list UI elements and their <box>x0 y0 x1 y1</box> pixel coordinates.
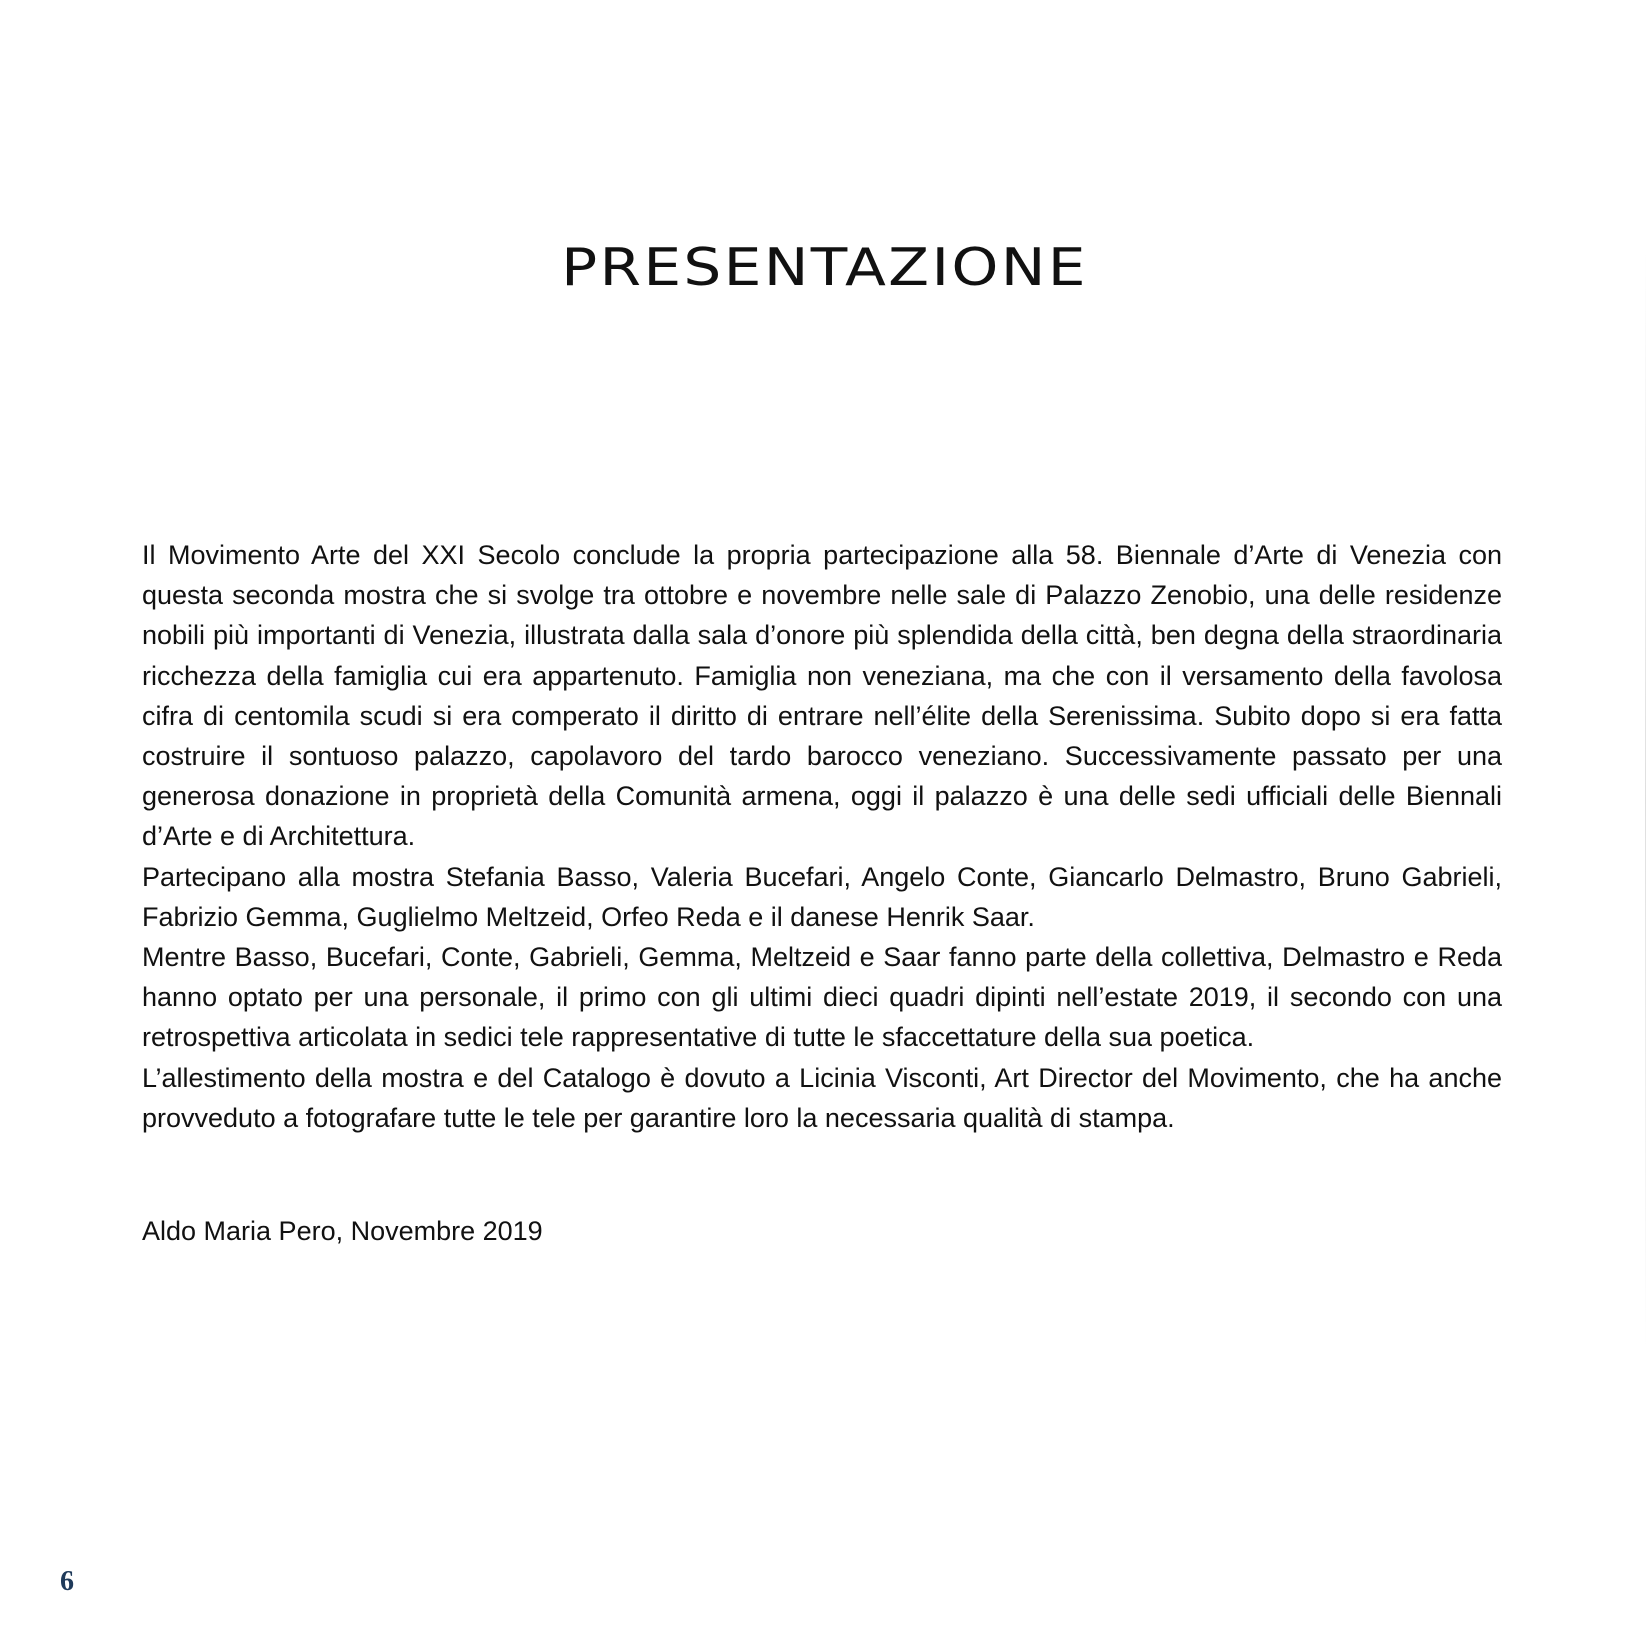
scan-edge-line <box>1645 250 1646 1350</box>
paragraph-intro: Il Movimento Arte del XXI Secolo conclude la propria partecipazione alla 58. Biennale d’Arte di Venezia con questa seconda mostra che si svolge tra ottobre e novembre nelle sale di Palazzo Zenobio, una delle residenze nobili più importanti di Venezia, illustrata dalla sala d’onore più splendida della città, ben degna della straordinaria ricchezza della famiglia cui era appartenuto. Famiglia non veneziana, ma che con il versamento della favolosa cifra di centomila scudi si era comperato il diritto di entrare nell’élite della Serenissima. Subito dopo si era fatta costruire il sontuoso palazzo, capolavoro del tardo barocco veneziano. Successivamente passato per una generosa donazione in proprietà della Comunità armena, oggi il palazzo è una delle sedi ufficiali delle Biennali d’Arte e di Architettura. <box>142 540 1502 852</box>
paragraph-credits: L’allestimento della mostra e del Catalogo è dovuto a Licinia Visconti, Art Director del Movimento, che ha anche provveduto a fotografare tutte le tele per garantire loro la necessaria qualità di stampa. <box>142 1062 1502 1133</box>
paragraph-exhibition: Mentre Basso, Bucefari, Conte, Gabrieli, Gemma, Meltzeid e Saar fanno parte della collettiva, Delmastro e Reda hanno optato per una personale, il primo con gli ultimi dieci quadri dipinti nell’estate 2019, il secondo con una retrospettiva articolata in sedici tele rappresentative di tutte le sfaccettature della sua poetica. <box>142 942 1502 1053</box>
paragraph-participants: Partecipano alla mostra Stefania Basso, Valeria Bucefari, Angelo Conte, Giancarlo Delmastro, Bruno Gabrieli, Fabrizio Gemma, Guglielmo Meltzeid, Orfeo Reda e il danese Henrik Saar. <box>142 861 1502 932</box>
body-text <box>142 535 1502 1138</box>
page-title: PRESENTAZIONE <box>561 238 1088 298</box>
page-number: 6 <box>60 1566 74 1597</box>
signature: Aldo Maria Pero, Novembre 2019 <box>142 1216 543 1246</box>
